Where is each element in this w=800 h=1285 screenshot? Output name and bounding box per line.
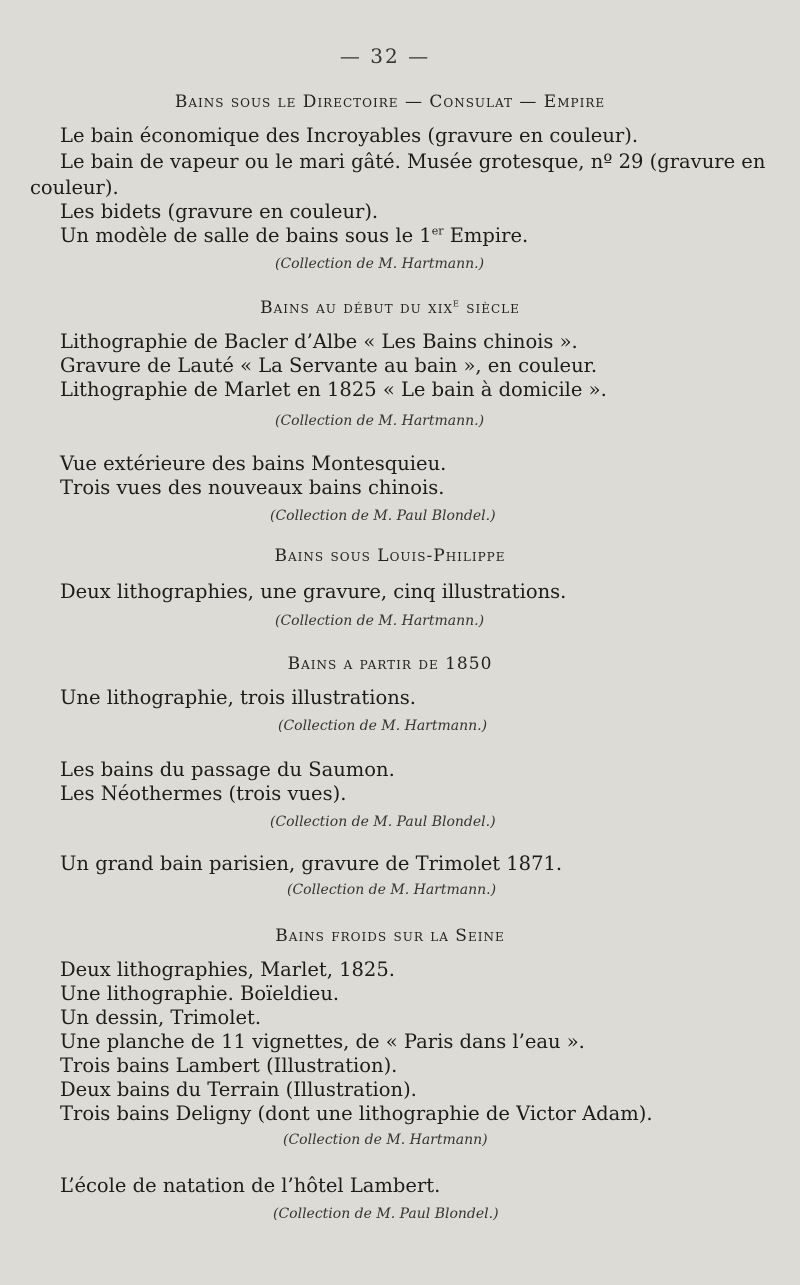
superscript: er [431,224,444,238]
section-title-a-partir: Bains a partir de 1850 [287,654,493,674]
text-line: Les bains du passage du Saumon. [60,758,395,781]
text-line: Une lithographie, trois illustrations. [60,686,416,709]
collection-credit: (Collection de M. Hartmann.) [278,718,488,734]
text-line: Vue extérieure des bains Montesquieu. [60,452,447,475]
section-title-louis-philippe: Bains sous Louis-Philippe [274,546,506,566]
collection-credit: (Collection de M. Paul Blondel.) [273,1206,499,1222]
text-line: Gravure de Lauté « La Servante au bain », en couleur. [60,354,598,377]
text-line: Une lithographie. Boïeldieu. [60,982,340,1005]
collection-credit: (Collection de M. Hartmann.) [275,413,485,429]
text-line: Deux lithographies, Marlet, 1825. [60,958,395,981]
section-title-debut [0,298,780,318]
text-line: Les Néothermes (trois vues). [60,782,347,805]
text-line: L’école de natation de l’hôtel Lambert. [60,1174,441,1197]
text-line: Le bain économique des Incroyables (gravure en couleur). [60,124,639,147]
text-line: Une planche de 11 vignettes, de « Paris dans l’eau ». [60,1030,585,1053]
collection-credit: (Collection de M. Paul Blondel.) [270,508,496,524]
text-line: Deux bains du Terrain (Illustration). [60,1078,417,1101]
title-segment: Bains au début du xix [260,298,453,318]
text-line: Les bidets (gravure en couleur). [60,200,379,223]
text-line: Deux lithographies, une gravure, cinq illustrations. [60,580,567,603]
section-title-seine: Bains froids sur la Seine [275,926,505,946]
text-line [60,224,528,248]
collection-credit: (Collection de M. Hartmann.) [275,613,485,629]
text-line: Lithographie de Bacler d’Albe « Les Bains chinois ». [60,330,578,353]
text-line: Trois vues des nouveaux bains chinois. [60,476,445,499]
text-line: Un grand bain parisien, gravure de Trimolet 1871. [60,852,563,875]
text-line: Le bain de vapeur ou le mari gâté. Musée grotesque, nº 29 (gravure en [60,150,766,173]
page-number: — 32 — [339,44,431,68]
collection-credit: (Collection de M. Hartmann.) [287,882,497,898]
text-segment: Empire. [443,224,529,247]
text-line: Un dessin, Trimolet. [60,1006,262,1029]
text-line: couleur). [30,176,119,199]
superscript: e [453,296,460,310]
text-line: Trois bains Lambert (Illustration). [60,1054,398,1077]
section-title-directoire: Bains sous le Directoire — Consulat — Empire [174,92,606,112]
collection-credit: (Collection de M. Paul Blondel.) [270,814,496,830]
title-segment: siècle [459,298,520,318]
collection-credit: (Collection de M. Hartmann) [283,1132,488,1148]
collection-credit: (Collection de M. Hartmann.) [275,256,485,272]
text-line: Lithographie de Marlet en 1825 « Le bain à domicile ». [60,378,607,401]
text-line: Trois bains Deligny (dont une lithographie de Victor Adam). [60,1102,653,1125]
text-segment: Un modèle de salle de bains sous le 1 [60,224,432,247]
